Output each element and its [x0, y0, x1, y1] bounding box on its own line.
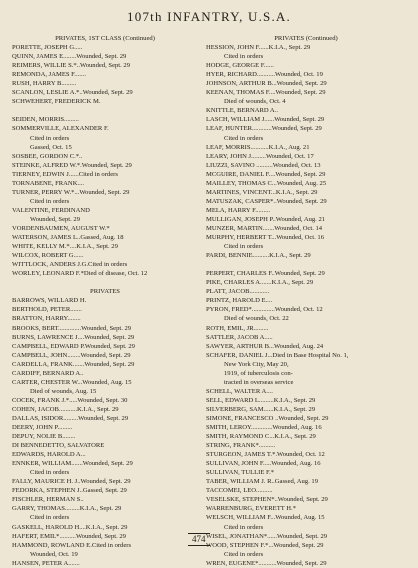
roster-entry: Wounded, Sept. 29 [30, 215, 81, 223]
section-heading: PRIVATES (Continued) [274, 35, 338, 42]
roster-entry: SELL, EDWARD L.........K.I.A., Sept. 29 [206, 396, 316, 404]
roster-entry: Cited in orders [30, 197, 70, 205]
roster-entry: SCHWEHERT, FREDERICK M. [12, 98, 101, 106]
roster-entry: TACCOMEI, LEO.......... [206, 487, 273, 495]
roster-entry: TABER, WILLIAM J. R..Gassed, Aug. 19 [206, 478, 318, 486]
roster-entry: PORETTE, JOSEPH G..... [12, 44, 83, 52]
roster-entry: FALLY, MAURICE H. J..Wounded, Sept. 29 [12, 478, 131, 486]
page-title: 107th INFANTRY, U.S.A. [127, 9, 291, 24]
roster-entry: MURPHY, HERBERT T...Wounded, Oct. 16 [206, 234, 325, 242]
roster-entry: GASKELL, HAROLD H....K.I.A., Sept. 29 [12, 523, 128, 531]
roster-entry: BARROWS, WILLARD H. [12, 297, 87, 305]
roster-entry: PERPERT, CHARLES F..Wounded, Sept. 29 [206, 270, 325, 278]
roster-entry: JOHNSON, ARTHUR B...Wounded, Sept. 29 [206, 80, 327, 88]
roster-entry: QUINN, JAMES E........Wounded, Sept. 29 [12, 53, 127, 61]
roster-entry: PRINTZ, HAROLD E.... [206, 297, 273, 305]
roster-entry: LEARY, JOHN J.........Wounded, Oct. 17 [206, 152, 314, 160]
roster-entry: SMITH, LEROY.............Wounded, Aug. 16 [206, 424, 322, 432]
roster-entry: EDWARDS, HAROLD A... [12, 451, 86, 459]
roster-entry: SILVERBERG, SAM......K.I.A., Sept. 29 [206, 405, 316, 413]
roster-entry: Died of wounds, Aug. 15 [30, 387, 97, 395]
roster-entry: Cited in orders [30, 469, 70, 477]
roster-entry: LASCH, WILLIAM J......Wounded, Sept. 29 [206, 116, 325, 124]
roster-entry: MATUSZAK, CASPER*..Wounded, Sept. 29 [206, 197, 327, 205]
roster-entry: HODGE, GEORGE F...... [206, 62, 274, 70]
roster-entry: CAMPBELL, JOHN........Wounded, Sept. 29 [12, 351, 131, 359]
roster-entry: DALLAS, ISIDOR.........Wounded, Sept. 29 [12, 414, 129, 422]
roster-entry: KNITTLE, BERNARD A.. [206, 107, 278, 115]
roster-entry: DEPUY, NOLIE B........ [12, 433, 76, 441]
roster-entry: MUNZER, MARTIN.......Wounded, Oct. 14 [206, 224, 323, 232]
roster-entry: SIMONE, FRANCESCO ..Wounded, Sept. 29 [206, 414, 329, 422]
roster-entry: Died of wounds, Oct. 4 [224, 98, 286, 106]
roster-entry: COCEK, FRANK J.*.....Wounded, Sept. 30 [12, 396, 128, 404]
roster-entry: Gassed, Oct. 15 [30, 143, 72, 151]
roster-entry: Died of wounds, Oct. 22 [224, 315, 289, 323]
roster-entry: SCANLON, LESLIE A.*..Wounded, Sept. 29 [12, 89, 133, 97]
roster-entry: MELA, HARRY F......... [206, 206, 271, 214]
roster-entry: 1919, of tuberculosis con- [224, 369, 293, 377]
roster-entry: TURNER, PERRY W.*...Wounded, Sept. 29 [12, 188, 130, 196]
left-column [12, 34, 198, 568]
roster-entry: BURNS, LAWRENCE J....Wounded, Sept. 29 [12, 333, 135, 341]
roster-entry: FEDORKA, STEPHEN J..Gassed, Sept. 29 [12, 487, 127, 495]
roster-entry: MAILLEY, THOMAS C...Wounded, Aug. 25 [206, 179, 327, 187]
roster-entry: WARRENBURG, EVERETT H.* [206, 505, 296, 513]
roster-entry: PLATT, JACOB............ [206, 288, 270, 296]
roster-entry: Cited in orders [224, 134, 264, 142]
roster-entry: Cited in orders [30, 514, 70, 522]
roster-entry: BROOKS, BERT..............Wounded, Sept. 29 [12, 324, 132, 332]
roster-entry: ROTH, EMIL, JR......... [206, 324, 269, 332]
roster-entry: Cited in orders [30, 134, 70, 142]
section-heading: PRIVATES, 1ST CLASS (Continued) [55, 35, 155, 42]
roster-entry: SEIDEN, MORRIS......... [12, 116, 79, 124]
roster-entry: HANSEN, PETER A....... [12, 559, 80, 567]
roster-entry: REMONDA, JAMES F....... [12, 71, 86, 79]
roster-entry: WITTLOCK, ANDERS J.G.Cited in orders [12, 261, 128, 269]
roster-entry: DEERY, JOHN P......... [12, 424, 73, 432]
roster-entry: WISEL, JONATHAN*......Wounded, Sept. 29 [206, 532, 328, 540]
roster-entry: STRING, FRANK*.......... [206, 442, 276, 450]
roster-entry: WHITE, KELLY M.*....K.I.A., Sept. 29 [12, 243, 118, 251]
spacer [12, 106, 198, 115]
roster-entry: tracted in overseas service [224, 378, 294, 386]
roster-entry: WORLEY, LEONARD F.*Died of disease, Oct. 12 [12, 270, 148, 278]
roster-entry: WREN, EUGENE*...........Wounded, Sept. 29 [206, 559, 327, 567]
roster-entry: SULLIVAN, JOHN F.....Wounded, Aug. 16 [206, 460, 321, 468]
roster-entry: ENNKER, WILLIAM.......Wounded, Sept. 29 [12, 460, 133, 468]
roster-entry: CARTER, CHESTER W...Wounded, Aug. 15 [12, 378, 132, 386]
roster-entry: New York City, May 20, [224, 360, 289, 368]
right-column [206, 34, 406, 568]
roster-entry: SATTLER, JACOB A..... [206, 333, 273, 341]
roster-entry: COHEN, JACOB...........K.I.A., Sept. 29 [12, 405, 119, 413]
section-heading: PRIVATES [90, 288, 120, 296]
roster-entry: SCHAFER, DANIEL J...Died in Base Hospital No. 1, [206, 351, 349, 359]
roster-entry: WILCOX, ROBERT G...... [12, 252, 84, 260]
roster-entry: CARDELLA, FRANK.......Wounded, Sept. 29 [12, 360, 135, 368]
spacer [206, 260, 406, 269]
roster-entry: HAFERT, EMIL*..........Wounded, Sept. 29 [12, 532, 126, 540]
roster-entry: MCGUIRE, DANIEL F....Wounded, Sept. 29 [206, 170, 326, 178]
page-number: 474 [188, 533, 210, 546]
roster-entry: VESELSKE, STEPHEN*..Wounded, Sept. 29 [206, 496, 328, 504]
roster-entry: KEENAN, THOMAS F....Wounded, Sept. 29 [206, 89, 326, 97]
roster-entry: PARDI, BENNIE..........K.I.A., Sept. 29 [206, 252, 311, 260]
roster-entry: FISCHLER, HERMAN S.. [12, 496, 84, 504]
roster-entry: SMITH, RAYMOND C...K.I.A., Sept. 29 [206, 433, 316, 441]
roster-entry: Cited in orders [224, 550, 264, 558]
roster-entry: WOOD, STEPHEN F.*...Wounded, Sept. 29 [206, 541, 324, 549]
roster-entry: PYRON, FRED*..............Wounded, Oct. 12 [206, 306, 323, 314]
roster-entry: SAWYER, ARTHUR B...Wounded, Aug. 24 [206, 342, 324, 350]
roster-entry: RUSH, HARRY B......... [12, 80, 77, 88]
spacer [12, 278, 198, 287]
roster-entry: BRATTON, HARRY........ [12, 315, 81, 323]
roster-entry: VALENTINE, FERDINAND [12, 206, 90, 214]
roster-entry: Wounded, Oct. 19 [30, 550, 78, 558]
roster-entry: DI BENNEDETTO, SALVATORE [12, 442, 105, 450]
roster-entry: STEINKE, ALFRED W.*.Wounded, Sept. 29 [12, 161, 132, 169]
roster-entry: WATERSON, JAMES L..Gassed, Aug. 18 [12, 234, 124, 242]
roster-entry: BERTHOLD, PETER....... [12, 306, 82, 314]
roster-entry: LEAF, MORRIS...........K.I.A., Aug. 21 [206, 143, 310, 151]
roster-entry: STURGEON, JAMES T.*.Wounded, Oct. 12 [206, 451, 325, 459]
roster-entry: HYER, RICHARD...........Wounded, Oct. 19 [206, 71, 323, 79]
roster-entry: TIERNEY, EDWIN J......Cited in orders [12, 170, 118, 178]
roster-entry: LEAF, HUNTER............Wounded, Sept. 29 [206, 125, 322, 133]
roster-entry: VORDENBAUMEN, AUGUST W.* [12, 224, 110, 232]
roster-entry: SCHELL, WALTER A.... [206, 387, 273, 395]
roster-entry: MARTINES, VINCENT...K.I.A., Sept. 29 [206, 188, 318, 196]
roster-entry: MULLIGAN, JOSEPH P..Wounded, Aug. 21 [206, 215, 326, 223]
roster-entry: HAMMOND, ROWLAND E.Cited in orders [12, 541, 132, 549]
roster-entry: Cited in orders [224, 523, 264, 531]
roster-entry: PIKE, CHARLES A.......K.I.A., Sept. 29 [206, 279, 314, 287]
roster-entry: HESSION, JOHN F......K.I.A., Sept. 29 [206, 44, 311, 52]
roster-entry: Cited in orders [224, 243, 264, 251]
roster-entry: CAMPBELL, EDWARD P.Wounded, Sept. 29 [12, 342, 135, 350]
roster-entry: SOSBEE, GORDON C.*.. [12, 152, 83, 160]
roster-entry: CARDIFF, BERNARD A.. [12, 369, 84, 377]
roster-entry: TORNABENE, FRANK.... [12, 179, 85, 187]
roster-entry: REIMERS, WILLIE S.*..Wounded, Sept. 29 [12, 62, 131, 70]
roster-entry: GARRY, THOMAS.........K.I.A., Sept. 29 [12, 505, 122, 513]
roster-entry: SOMMERVILLE, ALEXANDER F. [12, 125, 109, 133]
roster-entry: SULLIVAN, TULLIE F.* [206, 469, 275, 477]
roster-entry: Cited in orders [224, 53, 264, 61]
roster-entry: WELSCH, WILLIAM F...Wounded, Aug. 15 [206, 514, 325, 522]
roster-entry: LIUZZI, SAVINO ..........Wounded, Oct. 13 [206, 161, 321, 169]
